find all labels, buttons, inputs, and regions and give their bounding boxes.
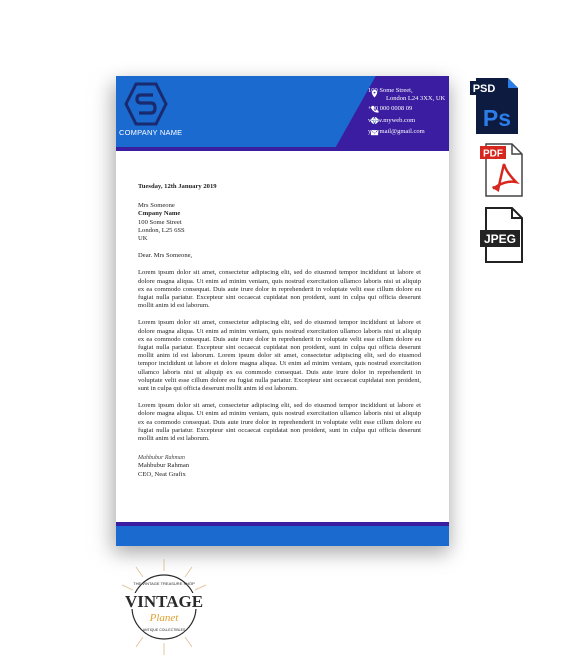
header-stripe — [116, 147, 449, 151]
watermark-bottom-text: ANTIQUE COLLECTIBLES — [142, 628, 186, 632]
psd-file-icon[interactable] — [464, 76, 524, 136]
jpeg-file-icon[interactable] — [478, 206, 526, 264]
recipient-name: Mrs Someone — [138, 202, 175, 210]
vintage-planet-logo — [116, 557, 212, 657]
letterhead-page — [116, 76, 449, 546]
signature: Mahbubur Rahman — [138, 455, 185, 462]
psd-label: PSD — [472, 83, 496, 95]
recipient-address — [138, 202, 421, 243]
letter-date: Tuesday, 12th January 2019 — [138, 183, 217, 190]
company-logo-icon — [124, 82, 168, 126]
recipient-street: 100 Some Street — [138, 218, 182, 226]
watermark-top-text: THE VINTAGE TREASURE SHOP — [133, 581, 195, 586]
signer-title: CEO, Neat Grafix — [138, 470, 186, 478]
phone-number: +00 000 0008 09 — [368, 105, 413, 112]
signer-name: Mahbubur Rahman — [138, 462, 190, 470]
address-line-2: London L24 3XX, UK — [386, 95, 446, 102]
email-address: ymymail@gmail.com — [368, 128, 425, 135]
pdf-file-icon[interactable] — [478, 142, 526, 198]
paragraph-3: Lorem ipsum dolor sit amet, consectetur adipiscing elit, sed do eiusmod tempor incididunt ut labore et dolore magna aliqua. Ut enim ad minim veniam, quis nostrud exercitation ullamco laboris nisi ut aliquip ex ea commodo consequat. Duis aute irure dolor in reprehenderit in voluptate velit esse cillum dolore eu fugiat nulla pariatur. Excepteur sint occaecat cupidatat non proident, sunt in culpa qui officia deserunt mollit anim id est laborum. — [138, 402, 421, 443]
jpeg-label: JPEG — [483, 232, 517, 246]
recipient-city: London, L25 6SS — [138, 226, 185, 234]
watermark-main-text: VINTAGE — [124, 592, 204, 611]
ps-logo: Ps — [482, 105, 512, 131]
recipient-country: UK — [138, 235, 148, 243]
pdf-label: PDF — [483, 148, 503, 160]
salutation: Dear. Mrs Someone, — [138, 252, 193, 260]
address-line-1: 100 Some Street, — [368, 87, 413, 94]
recipient-company: Cmpany Name — [138, 210, 181, 218]
letter-body — [138, 183, 421, 479]
footer-band — [116, 526, 449, 546]
watermark-sub-text: Planet — [149, 612, 179, 624]
paragraph-1: Lorem ipsum dolor sit amet, consectetur adipiscing elit, sed do eiusmod tempor incididunt ut labore et dolore magna aliqua. Ut enim ad minim veniam, quis nostrud exercitation ullamco laboris nisi ut aliquip ex ea commodo consequat. Duis aute irure dolor in reprehenderit in voluptate velit esse cillum dolore eu fugiat nulla pariatur. Excepteur sint occaecat cupidatat non proident, sunt in culpa qui officia deserunt mollit anim id est laborum. — [138, 269, 421, 310]
website: www.myweb.com — [368, 117, 416, 124]
paragraph-2: Lorem ipsum dolor sit amet, consectetur adipiscing elit, sed do eiusmod tempor incididunt ut labore et dolore magna aliqua. Ut enim ad minim veniam, quis nostrud exercitation ullamco laboris nisi ut aliquip ex ea commodo consequat. Duis aute irure dolor in reprehenderit in voluptate velit esse cillum dolore eu fugiat nulla pariatur. Excepteur sint occaecat cupidatat non proident, sunt in culpa qui officia deserunt mollit anim id est laborum. Lorem ipsum dolor sit amet, consectetur adipiscing elit, sed do eiusmod tempor incididunt ut labore et dolore magna aliqua. Ut enim ad minim veniam, quis nostrud exercitation ullamco laboris nisi ut aliquip ex ea commodo consequat. Duis aute irure dolor in reprehenderit in voluptate velit esse cillum dolore eu fugiat nulla pariatur. Excepteur sint occaecat cupidatat non proident, sunt in culpa qui officia deserunt mollit anim id est laborum. — [138, 319, 421, 393]
company-name: COMPANY NAME — [119, 128, 183, 137]
